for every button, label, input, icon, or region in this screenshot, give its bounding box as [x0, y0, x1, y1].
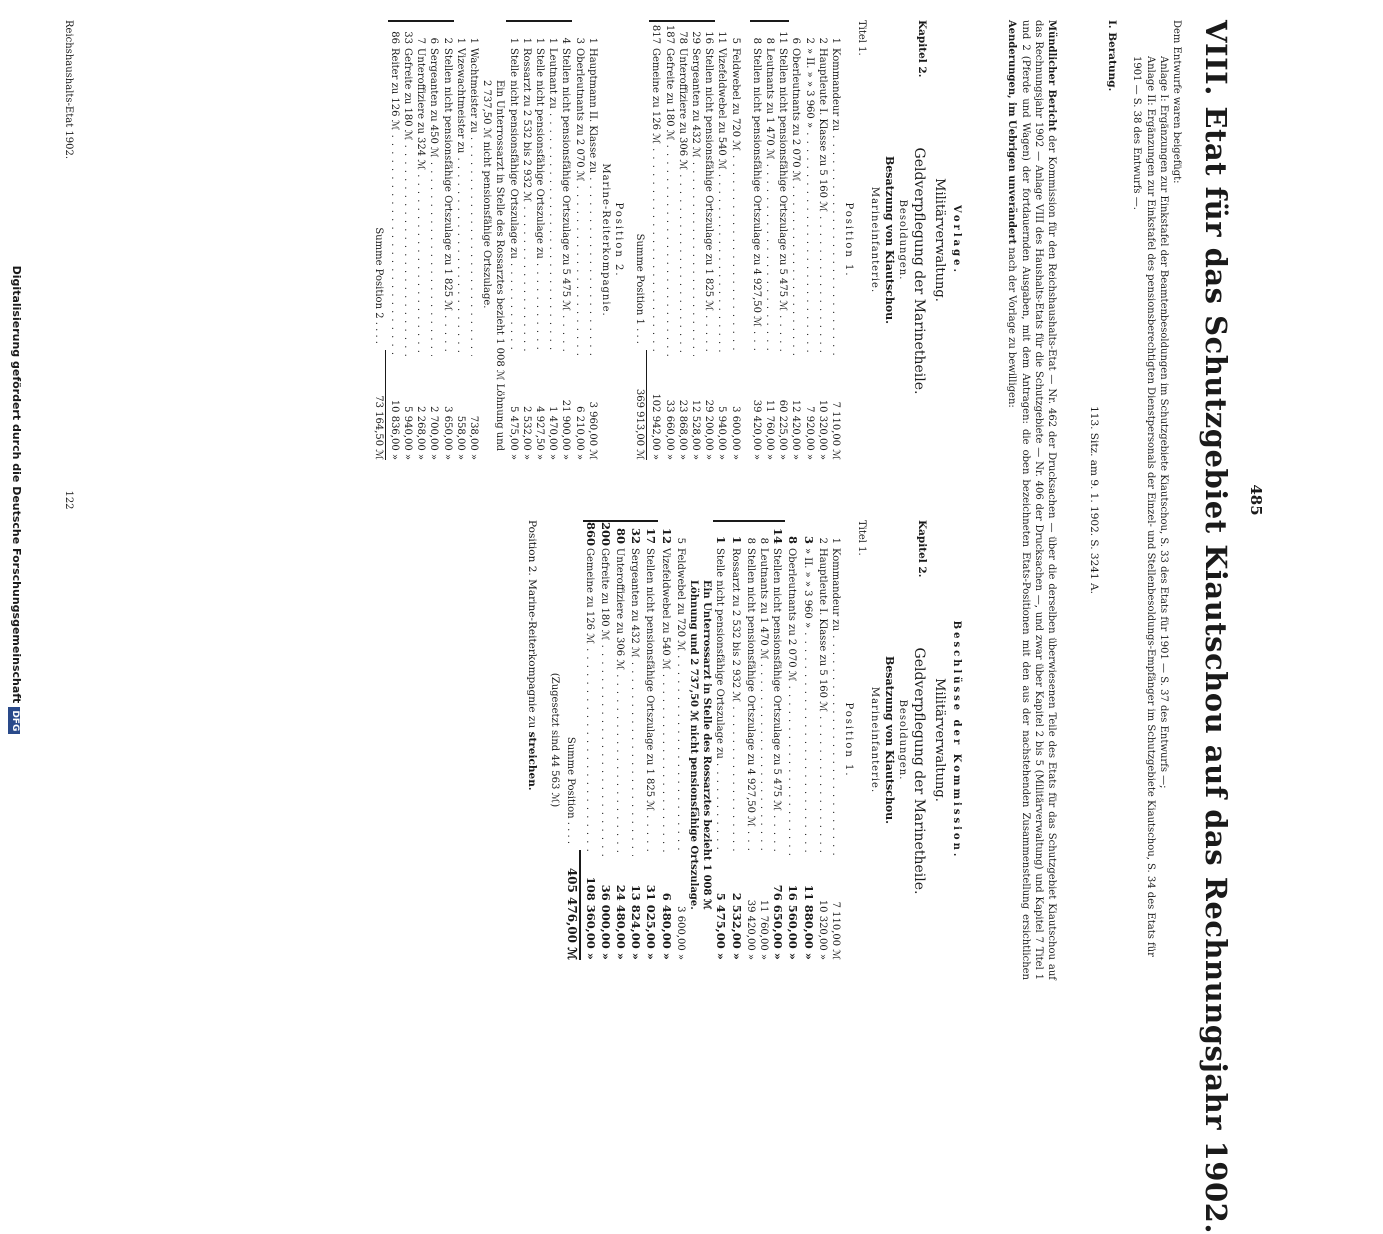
row-amount: 3 600,00 » [674, 906, 686, 960]
rows-group [713, 520, 728, 960]
budget-row [649, 20, 662, 460]
row-count: 33 [401, 20, 414, 48]
row-amount: 7 110,00 ℳ [829, 401, 841, 460]
rows-group [757, 520, 785, 960]
row-label: Stellen nicht pensionsfähige Ortszulage zu 1 825 ℳ . . . [440, 48, 453, 356]
sum-label: Summe Position . . . . [564, 736, 576, 844]
row-label: » II. » » 3 960 » . . . [800, 548, 813, 856]
row-label: Stellen nicht pensionsfähige Ortszulage zu 5 475 ℳ . . . [776, 48, 789, 356]
beratung-block [1086, 20, 1118, 980]
row-amount: 4 927,50 » [533, 406, 545, 460]
row-label: Feldwebel zu 720 ℳ . . . [674, 548, 687, 856]
row-count: 1 [506, 20, 519, 48]
row-amount: 11 760,00 » [757, 899, 769, 960]
budget-row [715, 20, 728, 460]
position-2-decision [524, 520, 538, 960]
budget-row [750, 20, 763, 460]
row-label: Gefreite zu 180 ℳ . . . [401, 48, 414, 356]
row-count: 817 [649, 20, 662, 48]
intro-block [1130, 20, 1183, 980]
besatzung-heading: Besatzung von Kiautschou. [883, 155, 896, 324]
row-amount: 5 940,00 » [716, 406, 728, 460]
row-count: 8 [786, 535, 801, 544]
row-count: 5 [674, 537, 686, 544]
budget-row [789, 20, 802, 460]
budget-row [744, 520, 757, 960]
row-amount: 6 480,00 » [659, 892, 674, 960]
row-count: 7 [414, 20, 427, 48]
besatzung-heading: Besatzung von Kiautschou. [883, 655, 896, 824]
sum-amount: 405 476,00 ℳ [563, 850, 581, 960]
row-label: Vizefeldwebel zu 540 ℳ . . . [658, 548, 671, 856]
row-label: Reiter zu 126 ℳ . . . [388, 48, 401, 356]
titel-label: Titel 1. [856, 520, 868, 556]
budget-row [533, 20, 546, 460]
row-amount: 76 650,00 » [771, 884, 786, 960]
row-count: 5 [729, 37, 741, 44]
budget-row [643, 520, 658, 960]
row-label: Wachtmeister zu . . . [467, 48, 480, 356]
budget-row [520, 20, 533, 460]
budget-row [414, 20, 427, 460]
budget-row [776, 20, 789, 460]
row-label: Leutnants zu 1 470 ℳ . . . [763, 48, 776, 356]
intro-anlage-2: Anlage II: Ergänzungen zur Einkstafel des pensionsberechtigten Dienstpersonals der Einzel- und Stellenbesoldungs-Empfänger im Schutzgebiete Kiautschou, S. 34 des Etats für 1901 — S. 38 des Entwurfs —. [1131, 56, 1156, 957]
row-label: Stelle nicht pensionsfähige Ortszulage zu . . . [506, 48, 519, 356]
kapitel-label: Kapitel 2. [915, 520, 928, 578]
row-amount: 6 210,00 » [573, 406, 585, 460]
budget-row [728, 520, 743, 960]
row-count: 1 [520, 20, 533, 48]
budget-row [802, 20, 815, 460]
row-count: 16 [702, 20, 715, 48]
column-vorlage [372, 20, 963, 460]
budget-row [572, 20, 585, 460]
dfg-credit [8, 0, 23, 1000]
row-count: 2 [816, 537, 828, 544]
budget-row [702, 20, 715, 460]
row-label: Oberleutnants zu 2 070 ℳ . . . [572, 48, 585, 356]
kapitel-title: Geldverpflegung der Marinetheile. [910, 147, 927, 395]
row-label: Kommandeur zu . . . [829, 48, 842, 356]
row-count: 1 [829, 37, 841, 44]
position-2-prefix: Position 2. Marine-Reiterkompagnie zu [525, 520, 538, 732]
position-2-heading: Position 2. [613, 202, 625, 278]
rows-group [785, 520, 842, 960]
row-amount: 12 528,00 » [690, 399, 702, 460]
dfg-text: Digitalisierung gefördert durch die Deutsche Forschungsgemeinschaft [10, 265, 23, 704]
row-label: Hauptmann II. Klasse zu . . . [586, 48, 599, 356]
budget-row [506, 20, 519, 460]
row-amount: 39 420,00 » [750, 399, 762, 460]
bericht-end: nach der Vorlage zu bewilligen: [1006, 244, 1018, 408]
zuschuss-note: (Zugesetzt sind 44 563 ℳ) [548, 672, 560, 808]
row-count: 78 [676, 20, 689, 48]
row-label: Gefreite zu 180 ℳ . . . [598, 548, 611, 856]
budget-row [676, 20, 689, 460]
budget-row [401, 20, 414, 460]
row-label: Oberleutnants zu 2 070 ℳ . . . [789, 48, 802, 356]
row-amount: 10 320,00 » [816, 899, 828, 960]
rows-group [658, 520, 686, 960]
sum-position-1 [633, 20, 647, 460]
verwaltung-heading: Militärverwaltung. [931, 178, 947, 302]
rows-group [750, 20, 763, 460]
budget-row [785, 520, 800, 960]
row-amount: 12 420,00 » [790, 399, 802, 460]
row-count: 8 [763, 20, 776, 48]
row-label: Feldwebel zu 720 ℳ . . . [728, 48, 741, 356]
row-label: Stelle nicht pensionsfähige Ortszulage zu . . . [713, 548, 726, 856]
budget-row [559, 20, 572, 460]
row-amount: 102 942,00 » [650, 393, 662, 460]
budget-row [546, 20, 559, 460]
row-count: 1 [586, 37, 598, 44]
row-count: 11 [716, 31, 728, 44]
row-amount: 2 700,00 » [428, 406, 440, 460]
row-count: 8 [750, 20, 763, 48]
row-count: 2 [440, 20, 453, 48]
row-count: 200 [598, 522, 613, 547]
marineinfanterie-heading: Marineinfanterie. [869, 186, 881, 294]
row-amount: 23 868,00 » [676, 399, 688, 460]
row-amount: 60 225,00 » [777, 399, 789, 460]
row-label: Sergeanten zu 432 ℳ . . . [689, 48, 702, 356]
rows-group [763, 20, 789, 460]
row-amount: 1 470,00 » [547, 406, 559, 460]
row-amount: 36 000,00 » [598, 884, 613, 960]
budget-row [728, 20, 741, 460]
row-count: 6 [427, 20, 440, 48]
row-label: Kommandeur zu . . . [829, 548, 842, 856]
besoldungen-heading: Besoldungen. [897, 699, 909, 781]
position-1-heading: Position 1. [843, 702, 855, 778]
row-label: Leutnant zu . . . [546, 48, 559, 356]
row-amount: 2 532,00 » [520, 406, 532, 460]
budget-row [427, 20, 440, 460]
row-label: Gefreite zu 180 ℳ . . . [662, 48, 675, 356]
row-count: 2 [803, 37, 815, 44]
row-label: Vizewachtmeister zu . . . [454, 48, 467, 356]
budget-row [674, 520, 687, 960]
kapitel-label: Kapitel 2. [915, 20, 928, 78]
budget-row [757, 520, 770, 960]
row-label: Stellen nicht pensionsfähige Ortszulage zu 4 927,50 ℳ . . . [744, 548, 757, 856]
rows-group [583, 520, 659, 960]
sum-amount: 73 164,50 ℳ [372, 350, 386, 460]
row-label: Rossarzt zu 2 532 bis 2 932 ℳ . . . [728, 548, 741, 856]
row-amount: 2 268,00 » [415, 406, 427, 460]
row-label: Sergeanten zu 450 ℳ . . . [427, 48, 440, 356]
bericht-text: der Kommission für den Reichshaushalts-Etat — Nr. 462 der Drucksachen — über die derselben überwiesenen Teile des Etats für das Schutzgebiet Kiautschou auf das Rechnungsjahr 1902 — Anlage VIII des Haushalts-Etats für die Schutzgebiete — Nr. 406 der Drucksachen —, und zwar über Kapitel 2 bis 5 (Militärverwaltung) und Kapitel 7 Titel 1 und 2 (Pferde und Wagen) der fortdauernden Ausgaben, mit dem Antragen: die oben bezeichneten Etats-Positionen mit den aus der nachstehenden Zusammenstellung ersichtlichen [1019, 20, 1057, 980]
position-1-heading: Position 1. [843, 202, 855, 278]
budget-row [713, 520, 728, 960]
budget-row [613, 520, 628, 960]
row-count: 86 [388, 20, 401, 48]
sum-label: Summe Position 1 . . . [634, 233, 646, 344]
row-amount: 11 880,00 » [801, 884, 816, 960]
rows-group [728, 520, 756, 960]
row-label: Gemeine zu 126 ℳ . . . [649, 48, 662, 356]
row-label: Stellen nicht pensionsfähige Ortszulage zu 5 475 ℳ . . . [559, 48, 572, 356]
row-amount: 558,00 » [454, 415, 466, 460]
column-heading: Beschlüsse der Kommission. [951, 620, 962, 860]
budget-row [658, 520, 673, 960]
row-label: Unteroffiziere zu 324 ℳ . . . [414, 48, 427, 356]
row-label: Oberleutnants zu 2 070 ℳ . . . [785, 548, 798, 856]
rows-group [789, 20, 842, 460]
row-label: » II. » » 3 960 » . . . [802, 48, 815, 356]
row-count: 1 [728, 520, 743, 548]
marineinfanterie-heading: Marineinfanterie. [869, 686, 881, 794]
row-count: 80 [613, 520, 628, 548]
row-count: 1 [546, 20, 559, 48]
row-amount: 3 650,00 » [441, 406, 453, 460]
rows-group [572, 20, 598, 460]
row-count: 11 [776, 20, 789, 48]
row-amount: 7 110,00 ℳ [829, 901, 841, 960]
row-amount: 3 960,00 ℳ [586, 401, 598, 460]
row-label: Leutnants zu 1 470 ℳ . . . [757, 548, 770, 856]
row-count: 2 [816, 37, 828, 44]
row-amount: 108 360,00 » [583, 876, 598, 960]
row-count: 860 [583, 522, 598, 547]
unterrossarzt-note: Ein Unterrossarzt in Stelle des Rossarztes bezieht 1 008 ℳ Löhnung und 2 737,50 ℳ nicht pensionsfähige Ortszulage. [481, 80, 506, 452]
footer-page-number: 122 [63, 490, 74, 510]
row-count: 6 [790, 37, 802, 44]
row-count: 32 [628, 520, 643, 548]
kapitel-title: Geldverpflegung der Marinetheile. [910, 647, 927, 895]
budget-row [770, 520, 785, 960]
row-count: 8 [744, 520, 757, 548]
row-amount: 16 560,00 » [786, 884, 801, 960]
budget-row [454, 20, 467, 460]
row-label: Unteroffiziere zu 306 ℳ . . . [676, 48, 689, 356]
rows-group [546, 20, 572, 460]
row-amount: 10 836,00 » [388, 399, 400, 460]
row-label: Vizefeldwebel zu 540 ℳ . . . [715, 48, 728, 356]
footer-etat: Reichshaushalts-Etat 1902. [63, 20, 74, 160]
row-label: Gemeine zu 126 ℳ . . . [583, 548, 596, 856]
verwaltung-heading: Militärverwaltung. [931, 678, 947, 802]
row-amount: 7 920,00 » [803, 406, 815, 460]
row-label: Hauptleute I. Klasse zu 5 160 ℳ . . . [816, 48, 829, 356]
row-count: 12 [659, 527, 674, 544]
row-label: Stellen nicht pensionsfähige Ortszulage zu 1 825 ℳ . . . [702, 48, 715, 356]
row-amount: 21 900,00 » [560, 399, 572, 460]
budget-row [763, 20, 776, 460]
budget-row [662, 20, 675, 460]
row-label: Rossarzt zu 2 532 bis 2 932 ℳ . . . [520, 48, 533, 356]
budget-row [628, 520, 643, 960]
intro-lead: Dem Entwurfe waren beigefügt: [1171, 20, 1182, 184]
row-label: Stellen nicht pensionsfähige Ortszulage zu 1 825 ℳ . . . [643, 548, 656, 856]
titel-label: Titel 1. [856, 20, 868, 56]
budget-row [816, 20, 829, 460]
row-count: 4 [559, 20, 572, 48]
row-label: Sergeanten zu 432 ℳ . . . [628, 548, 641, 856]
rows-group [388, 20, 454, 460]
row-count: 29 [689, 20, 702, 48]
column-heading: Vorlage. [951, 205, 962, 275]
row-amount: 13 824,00 » [629, 884, 644, 960]
row-count: 14 [770, 520, 785, 548]
bericht-paragraph [1005, 20, 1058, 980]
budget-row [440, 20, 453, 460]
budget-row [583, 520, 598, 960]
row-count: 1 [713, 520, 728, 548]
sitzung-reference: 113. Sitz. am 9. 1. 1902. S. 3241 A. [1088, 406, 1101, 594]
row-count: 3 [801, 535, 816, 544]
beratung-heading: I. Beratung. [1106, 20, 1118, 92]
row-amount: 3 600,00 » [729, 406, 741, 460]
row-count: 1 [829, 537, 841, 544]
page-title: VIII. Etat für das Schutzgebiet Kiautschou auf das Rechnungsjahr 1902. [1199, 20, 1233, 1234]
row-label: Stellen nicht pensionsfähige Ortszulage zu 4 927,50 ℳ . . . [750, 48, 763, 356]
row-label: Unteroffiziere zu 306 ℳ . . . [613, 548, 626, 856]
budget-row [598, 520, 613, 960]
row-count: 8 [757, 520, 770, 548]
rows-group [520, 20, 546, 460]
intro-anlage-1: Anlage I: Ergänzungen zur Einkstafel der Beamtenbesoldungen im Schutzgebiete Kiautschou, S. 33 des Etats für 1901 — S. 37 des Entwurfs —; [1157, 56, 1169, 789]
bericht-bold-tail: Aenderungen, im Uebrigen unverändert [1006, 20, 1018, 245]
besoldungen-heading: Besoldungen. [897, 199, 909, 281]
row-amount: 24 480,00 » [614, 884, 629, 960]
budget-row [816, 520, 829, 960]
sum-position-2 [372, 20, 386, 460]
budget-row [388, 20, 401, 460]
sum-amount: 369 913,00 ℳ [633, 350, 647, 460]
kapitel-row [909, 20, 927, 460]
row-amount: 5 940,00 » [402, 406, 414, 460]
dfg-logo: DFG [8, 707, 20, 734]
kapitel-row [909, 520, 927, 960]
column-beschluesse [524, 520, 963, 960]
row-amount: 11 760,00 » [763, 399, 775, 460]
row-count: 1 [454, 37, 466, 44]
rows-group [454, 20, 480, 460]
page-number: 485 [1247, 484, 1265, 516]
row-label: Hauptleute I. Klasse zu 5 160 ℳ . . . [816, 548, 829, 856]
bericht-label: Mündlicher Bericht [1046, 20, 1057, 132]
budget-row [586, 20, 599, 460]
budget-row [689, 20, 702, 460]
row-count: 187 [662, 20, 675, 48]
bericht-block [1005, 20, 1058, 980]
unterrossarzt-note: Ein Unterrossarzt in Stelle des Rossarztes bezieht 1 008 ℳ Löhnung und 2 737,50 ℳ nicht pensionsfähige Ortszulage. [688, 580, 713, 910]
budget-row [800, 520, 815, 960]
row-label: Stellen nicht pensionsfähige Ortszulage zu 5 475 ℳ . . . [770, 548, 783, 856]
row-count: 3 [573, 37, 585, 44]
row-amount: 33 660,00 » [663, 399, 675, 460]
rows-group [715, 20, 741, 460]
sum-position-1 [563, 520, 581, 960]
position-2-streichen: streichen. [525, 731, 538, 791]
row-amount: 31 025,00 » [644, 884, 659, 960]
row-count: 1 [468, 37, 480, 44]
row-amount: 738,00 » [468, 415, 480, 460]
rows-group [649, 20, 715, 460]
budget-row [829, 520, 842, 960]
row-amount: 29 200,00 » [703, 399, 715, 460]
rows-group [506, 20, 519, 460]
row-amount: 5 475,00 » [507, 406, 519, 460]
row-amount: 10 320,00 » [816, 399, 828, 460]
row-count: 17 [643, 520, 658, 548]
sum-label: Summe Position 2 . . . . [372, 227, 384, 344]
row-count: 1 [533, 20, 546, 48]
budget-row [829, 20, 842, 460]
reiterkompagnie-heading: Marine-Reiterkompagnie. [599, 163, 611, 317]
budget-row [467, 20, 480, 460]
row-amount: 5 475,00 » [714, 892, 729, 960]
row-amount: 39 420,00 » [744, 899, 756, 960]
row-amount: 2 532,00 » [729, 892, 744, 960]
row-label: Stelle nicht pensionsfähige Ortszulage zu . . . [533, 48, 546, 356]
